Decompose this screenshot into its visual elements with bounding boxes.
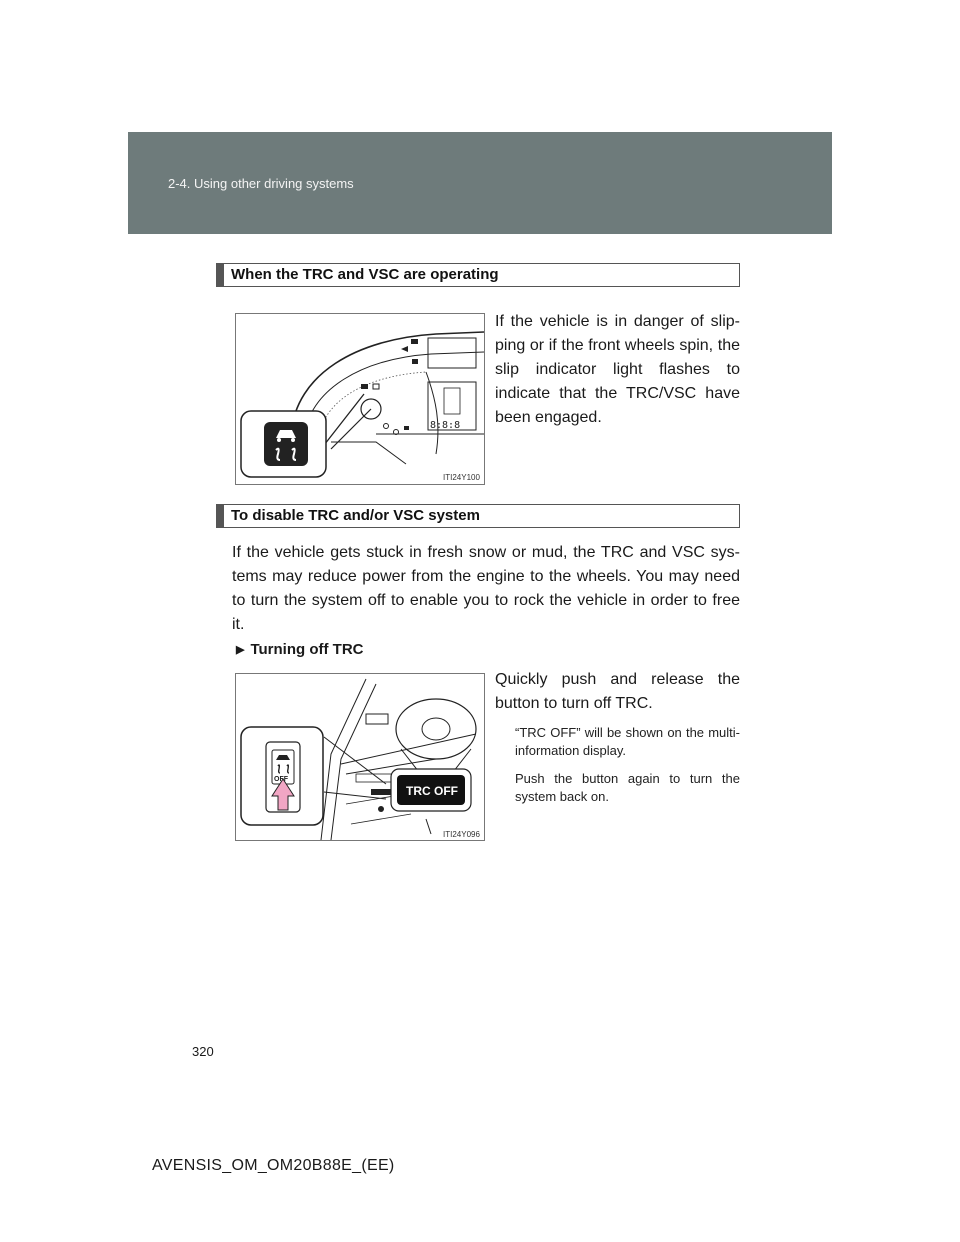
dashboard-illustration	[236, 674, 484, 840]
section1-body: If the vehicle is in danger of slip-ping or if the front wheels spin, the slip indicator light flashes to indicate that the TRC/VSC have been engaged.	[495, 313, 740, 426]
trc-off-display-label: TRC OFF	[406, 784, 458, 798]
section2-body: If the vehicle gets stuck in fresh snow or mud, the TRC and VSC sys-tems may reduce power from the engine to the wheels. You may need to turn the system off to enable you to rock the vehicle in order to free it.	[232, 544, 740, 633]
heading-text: When the TRC and VSC are operating	[231, 266, 499, 283]
bullet-turning-off-trc	[236, 641, 364, 658]
lcd-readout: 8:8:8	[430, 420, 461, 431]
figure-code: ITI24Y096	[443, 830, 480, 839]
bullet-body: Quickly push and release the button to turn off TRC.	[495, 671, 740, 712]
header-band	[128, 132, 832, 234]
triangle-bullet-icon: ▶	[236, 644, 245, 656]
figure-instrument-cluster	[235, 313, 485, 485]
section-title: 2-4. Using other driving systems	[168, 176, 354, 191]
section-heading-disable-trc-vsc	[216, 504, 740, 528]
heading-bar	[217, 505, 224, 527]
bullet-label: Turning off TRC	[250, 641, 364, 658]
button-off-label: OFF	[274, 776, 288, 783]
note-trc-off-display: “TRC OFF” will be shown on the multi-information display.	[515, 725, 740, 758]
heading-bar	[217, 264, 224, 286]
heading-text: To disable TRC and/or VSC system	[231, 507, 480, 524]
document-id: AVENSIS_OM_OM20B88E_(EE)	[152, 1157, 395, 1174]
instrument-cluster-illustration	[236, 314, 484, 484]
page-number: 320	[192, 1044, 214, 1059]
section-heading-trc-vsc-operating	[216, 263, 740, 287]
figure-code: ITI24Y100	[443, 473, 480, 482]
figure-trc-off-button	[235, 673, 485, 841]
note-push-again: Push the button again to turn the system back on.	[515, 771, 740, 804]
